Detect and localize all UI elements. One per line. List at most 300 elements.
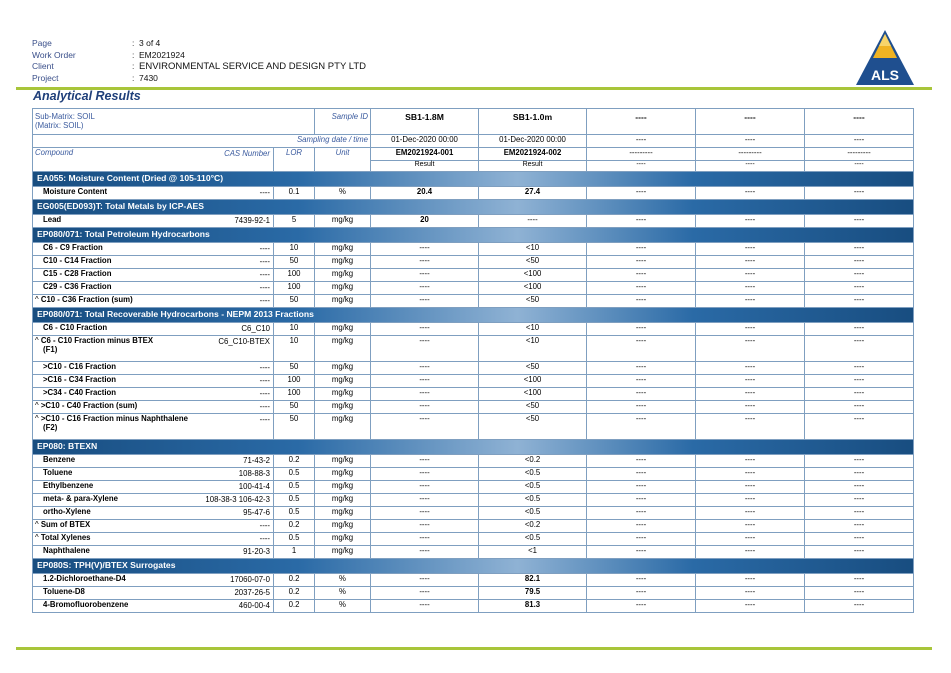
page-title: Analytical Results xyxy=(33,89,141,103)
footer-divider xyxy=(16,647,932,650)
unit-value: mg/kg xyxy=(315,414,371,440)
method-group-title: EP080/071: Total Petroleum Hydrocarbons xyxy=(33,228,914,243)
result-value: ---- xyxy=(587,295,696,308)
result-value: ---- xyxy=(696,388,805,401)
analyte-name: C10 - C14 Fraction xyxy=(43,256,112,265)
lor-value: 0.2 xyxy=(274,600,315,613)
unit-value: mg/kg xyxy=(315,323,371,336)
header-field-value: EM2021924 xyxy=(139,49,185,60)
analyte-row xyxy=(33,388,914,401)
result-value: ---- xyxy=(805,468,914,481)
sample-id: SB1-1.0m xyxy=(479,109,587,135)
result-value: ---- xyxy=(696,533,805,546)
method-group-header xyxy=(33,200,914,215)
result-value: ---- xyxy=(371,520,479,533)
lab-id: EM2021924-001 xyxy=(371,148,479,161)
unit-value: % xyxy=(315,587,371,600)
caret-marker: ^ xyxy=(35,401,41,410)
cas-number: ---- xyxy=(259,521,270,530)
analyte-name: Toluene xyxy=(43,468,73,477)
cas-number: ---- xyxy=(259,296,270,305)
cas-number: 95-47-6 xyxy=(243,508,270,517)
result-value: ---- xyxy=(371,455,479,468)
result-value: ---- xyxy=(805,243,914,256)
result-value: ---- xyxy=(805,520,914,533)
result-value: ---- xyxy=(587,520,696,533)
cas-number: C6_C10 xyxy=(241,324,270,333)
report-header xyxy=(32,38,366,84)
analyte-cell xyxy=(33,546,274,559)
lor-value: 0.5 xyxy=(274,468,315,481)
analyte-cell xyxy=(33,323,274,336)
result-value: ---- xyxy=(587,388,696,401)
result-value: ---- xyxy=(371,574,479,587)
result-value: ---- xyxy=(587,401,696,414)
result-value: ---- xyxy=(805,574,914,587)
sample-id: ---- xyxy=(696,109,805,135)
result-label: ---- xyxy=(805,161,914,172)
result-value: ---- xyxy=(371,507,479,520)
analyte-row xyxy=(33,587,914,600)
result-label: Result xyxy=(479,161,587,172)
result-value: ---- xyxy=(587,587,696,600)
result-value: <50 xyxy=(479,401,587,414)
result-value: ---- xyxy=(587,468,696,481)
cas-number: C6_C10-BTEX xyxy=(218,337,270,346)
analyte-name: 4-Bromofluorobenzene xyxy=(43,600,129,609)
result-value: ---- xyxy=(371,546,479,559)
cas-number: ---- xyxy=(259,257,270,266)
analyte-row xyxy=(33,336,914,362)
result-value: ---- xyxy=(587,546,696,559)
result-value: ---- xyxy=(696,507,805,520)
lor-value: 0.5 xyxy=(274,481,315,494)
lab-id: EM2021924-002 xyxy=(479,148,587,161)
analyte-name: Moisture Content xyxy=(43,187,108,196)
sample-id-row xyxy=(33,109,914,135)
analyte-name-wrap xyxy=(35,388,271,397)
unit-value: mg/kg xyxy=(315,362,371,375)
sub-matrix-label: Sub-Matrix: SOIL xyxy=(35,112,95,121)
lor-value: 50 xyxy=(274,295,315,308)
compound-header xyxy=(33,148,274,172)
analyte-cell xyxy=(33,282,274,295)
header-field-colon: : xyxy=(132,61,135,72)
result-value: ---- xyxy=(587,600,696,613)
analyte-row xyxy=(33,401,914,414)
cas-number: 100-41-4 xyxy=(238,482,270,491)
analyte-row xyxy=(33,243,914,256)
analyte-row xyxy=(33,187,914,200)
analyte-name-wrap xyxy=(35,533,271,542)
result-value: ---- xyxy=(587,282,696,295)
analyte-cell xyxy=(33,507,274,520)
result-value: ---- xyxy=(696,362,805,375)
analyte-name: C6 - C10 Fraction xyxy=(43,323,108,332)
method-group-title: EG005(ED093)T: Total Metals by ICP-AES xyxy=(33,200,914,215)
cas-number: 17060-07-0 xyxy=(230,575,270,584)
analyte-name-line2: (F1) xyxy=(43,345,58,354)
result-value: ---- xyxy=(696,587,805,600)
header-field-colon: : xyxy=(132,72,135,83)
result-value: ---- xyxy=(696,401,805,414)
als-logo-icon xyxy=(854,28,916,88)
lor-value: 0.2 xyxy=(274,587,315,600)
analyte-name-wrap xyxy=(35,362,271,371)
analyte-cell xyxy=(33,336,274,362)
lor-value: 5 xyxy=(274,215,315,228)
cas-number: ---- xyxy=(259,376,270,385)
analyte-name: 1.2-Dichloroethane-D4 xyxy=(43,574,126,583)
result-value: <50 xyxy=(479,414,587,440)
analyte-name-wrap xyxy=(35,323,271,332)
unit-value: mg/kg xyxy=(315,388,371,401)
result-value: ---- xyxy=(371,336,479,362)
result-value: ---- xyxy=(805,414,914,440)
analyte-row xyxy=(33,362,914,375)
lor-value: 0.2 xyxy=(274,520,315,533)
header-field xyxy=(32,73,366,85)
result-value: ---- xyxy=(371,600,479,613)
analyte-name: >C10 - C40 Fraction (sum) xyxy=(40,401,138,410)
result-value: ---- xyxy=(805,494,914,507)
result-value: ---- xyxy=(805,269,914,282)
unit-value: mg/kg xyxy=(315,533,371,546)
result-value: <50 xyxy=(479,256,587,269)
analyte-name-wrap xyxy=(35,468,271,477)
result-value: ---- xyxy=(696,494,805,507)
analyte-cell xyxy=(33,256,274,269)
result-value: ---- xyxy=(696,256,805,269)
result-value: <0.5 xyxy=(479,533,587,546)
analyte-name-wrap xyxy=(35,243,271,252)
analyte-name: >C10 - C16 Fraction xyxy=(43,362,117,371)
result-value: ---- xyxy=(805,388,914,401)
header-field xyxy=(32,50,366,62)
cas-number: 91-20-3 xyxy=(243,547,270,556)
header-field-label: Client xyxy=(32,61,54,72)
result-value: ---- xyxy=(587,187,696,200)
analyte-cell xyxy=(33,401,274,414)
result-value: ---- xyxy=(696,187,805,200)
analyte-row xyxy=(33,215,914,228)
cas-number: ---- xyxy=(259,389,270,398)
analyte-name: Toluene-D8 xyxy=(43,587,85,596)
result-value: <0.5 xyxy=(479,507,587,520)
lor-value: 0.5 xyxy=(274,507,315,520)
analyte-name-wrap xyxy=(35,282,271,291)
analyte-name: C6 - C10 Fraction minus BTEX xyxy=(40,336,154,345)
unit-value: mg/kg xyxy=(315,336,371,362)
result-value: <100 xyxy=(479,375,587,388)
result-value: ---- xyxy=(805,455,914,468)
result-value: ---- xyxy=(805,256,914,269)
lor-value: 0.5 xyxy=(274,533,315,546)
result-value: <10 xyxy=(479,336,587,362)
result-label: ---- xyxy=(696,161,805,172)
sample-id: ---- xyxy=(587,109,696,135)
analyte-cell xyxy=(33,481,274,494)
analyte-cell xyxy=(33,574,274,587)
header-field xyxy=(32,38,366,50)
result-value: ---- xyxy=(696,336,805,362)
analyte-row xyxy=(33,282,914,295)
analyte-row xyxy=(33,574,914,587)
header-divider xyxy=(16,87,932,90)
analyte-name: Total Xylenes xyxy=(40,533,91,542)
analyte-name: Benzene xyxy=(43,455,76,464)
analyte-name: C6 - C9 Fraction xyxy=(43,243,103,252)
analyte-name: meta- & para-Xylene xyxy=(43,494,118,503)
result-value: ---- xyxy=(587,256,696,269)
cas-number: 108-88-3 xyxy=(238,469,270,478)
method-group-header xyxy=(33,228,914,243)
unit-label: Unit xyxy=(315,148,371,172)
method-group-header xyxy=(33,172,914,187)
matrix-label: (Matrix: SOIL) xyxy=(35,121,84,130)
result-value: ---- xyxy=(696,269,805,282)
result-value: <0.2 xyxy=(479,455,587,468)
result-value: ---- xyxy=(696,481,805,494)
analyte-name: ortho-Xylene xyxy=(43,507,91,516)
analyte-row xyxy=(33,468,914,481)
analyte-cell xyxy=(33,187,274,200)
analyte-name-wrap xyxy=(35,507,271,516)
unit-value: mg/kg xyxy=(315,507,371,520)
lor-value: 10 xyxy=(274,336,315,362)
analyte-name-wrap xyxy=(35,295,271,304)
result-value: ---- xyxy=(696,375,805,388)
lor-label: LOR xyxy=(274,148,315,172)
result-value: <0.5 xyxy=(479,468,587,481)
analyte-name-wrap xyxy=(35,401,271,410)
lor-value: 50 xyxy=(274,414,315,440)
analyte-name-wrap xyxy=(35,269,271,278)
result-value: ---- xyxy=(587,269,696,282)
cas-number: 7439-92-1 xyxy=(234,216,270,225)
result-value: <0.5 xyxy=(479,494,587,507)
lor-value: 100 xyxy=(274,269,315,282)
lor-value: 0.2 xyxy=(274,574,315,587)
result-value: ---- xyxy=(805,600,914,613)
header-field-label: Project xyxy=(32,72,59,83)
result-value: ---- xyxy=(371,295,479,308)
result-value: ---- xyxy=(371,323,479,336)
result-value: ---- xyxy=(805,481,914,494)
analyte-cell xyxy=(33,269,274,282)
analyte-cell xyxy=(33,494,274,507)
analyte-row xyxy=(33,600,914,613)
sampling-date: ---- xyxy=(696,135,805,148)
lor-value: 100 xyxy=(274,282,315,295)
cas-number: ---- xyxy=(259,415,270,424)
column-header-row xyxy=(33,148,914,161)
result-value: ---- xyxy=(696,243,805,256)
result-value: ---- xyxy=(805,507,914,520)
analyte-cell xyxy=(33,295,274,308)
cas-number: 2037-26-5 xyxy=(234,588,270,597)
analyte-name-line2: (F2) xyxy=(43,423,58,432)
method-group-title: EP080S: TPH(V)/BTEX Surrogates xyxy=(33,559,914,574)
analyte-cell xyxy=(33,520,274,533)
unit-value: mg/kg xyxy=(315,295,371,308)
unit-value: mg/kg xyxy=(315,256,371,269)
analyte-row xyxy=(33,323,914,336)
analyte-cell xyxy=(33,533,274,546)
result-value: ---- xyxy=(805,533,914,546)
lab-id: --------- xyxy=(805,148,914,161)
analyte-row xyxy=(33,533,914,546)
result-value: ---- xyxy=(587,507,696,520)
result-value: ---- xyxy=(696,468,805,481)
cas-number: ---- xyxy=(259,244,270,253)
cas-number: 108-38-3 106-42-3 xyxy=(205,495,270,504)
result-value: ---- xyxy=(805,282,914,295)
result-value: ---- xyxy=(587,375,696,388)
result-value: ---- xyxy=(587,481,696,494)
sample-id: ---- xyxy=(805,109,914,135)
result-value: <0.5 xyxy=(479,481,587,494)
lor-value: 0.2 xyxy=(274,455,315,468)
result-value: ---- xyxy=(805,295,914,308)
cas-number-label: CAS Number xyxy=(224,149,270,158)
unit-value: mg/kg xyxy=(315,455,371,468)
result-value: ---- xyxy=(371,269,479,282)
result-value: ---- xyxy=(805,362,914,375)
unit-value: mg/kg xyxy=(315,215,371,228)
analyte-cell xyxy=(33,587,274,600)
cas-number: ---- xyxy=(259,188,270,197)
analyte-cell xyxy=(33,455,274,468)
method-group-header xyxy=(33,308,914,323)
unit-value: % xyxy=(315,574,371,587)
cas-number: ---- xyxy=(259,402,270,411)
result-value: ---- xyxy=(371,587,479,600)
result-value: ---- xyxy=(371,414,479,440)
analyte-name-wrap xyxy=(35,375,271,384)
cas-number: ---- xyxy=(259,534,270,543)
unit-value: mg/kg xyxy=(315,494,371,507)
analyte-name: Ethylbenzene xyxy=(43,481,94,490)
cas-number: ---- xyxy=(259,270,270,279)
analyte-name-wrap xyxy=(35,256,271,265)
result-value: ---- xyxy=(696,520,805,533)
unit-value: % xyxy=(315,187,371,200)
lor-value: 100 xyxy=(274,388,315,401)
result-value: ---- xyxy=(805,587,914,600)
result-value: ---- xyxy=(805,187,914,200)
result-value: ---- xyxy=(371,481,479,494)
method-group-title: EP080: BTEXN xyxy=(33,440,914,455)
header-field-value: 3 of 4 xyxy=(139,38,161,48)
analyte-row xyxy=(33,256,914,269)
analyte-row xyxy=(33,375,914,388)
result-value: ---- xyxy=(696,574,805,587)
result-value: ---- xyxy=(696,546,805,559)
header-field-colon: : xyxy=(132,38,135,48)
result-value: 20.4 xyxy=(371,187,479,200)
result-value: ---- xyxy=(371,468,479,481)
als-logo xyxy=(854,28,916,88)
result-label: ---- xyxy=(587,161,696,172)
lor-value: 100 xyxy=(274,375,315,388)
cas-number: 460-00-4 xyxy=(238,601,270,610)
sample-id-label: Sample ID xyxy=(315,109,371,135)
result-value: <50 xyxy=(479,295,587,308)
result-value: ---- xyxy=(805,336,914,362)
header-field xyxy=(32,61,366,73)
header-field-colon: : xyxy=(132,49,135,60)
result-value: ---- xyxy=(696,295,805,308)
compound-label: Compound xyxy=(35,148,74,157)
unit-value: % xyxy=(315,600,371,613)
result-value: ---- xyxy=(696,215,805,228)
result-value: <100 xyxy=(479,282,587,295)
matrix-cell xyxy=(33,109,315,135)
result-value: ---- xyxy=(805,546,914,559)
sampling-date-label: Sampling date / time xyxy=(33,135,371,148)
result-value: ---- xyxy=(371,243,479,256)
result-value: ---- xyxy=(696,455,805,468)
result-label: Result xyxy=(371,161,479,172)
result-value: ---- xyxy=(371,533,479,546)
analyte-name: Sum of BTEX xyxy=(40,520,91,529)
result-value: ---- xyxy=(371,256,479,269)
unit-value: mg/kg xyxy=(315,243,371,256)
lab-id: --------- xyxy=(696,148,805,161)
analyte-cell xyxy=(33,243,274,256)
cas-number: ---- xyxy=(259,363,270,372)
result-value: ---- xyxy=(479,215,587,228)
analyte-name: C15 - C28 Fraction xyxy=(43,269,112,278)
unit-value: mg/kg xyxy=(315,468,371,481)
result-value: ---- xyxy=(371,388,479,401)
result-value: ---- xyxy=(805,401,914,414)
analyte-name: >C34 - C40 Fraction xyxy=(43,388,117,397)
caret-marker: ^ xyxy=(35,414,41,423)
analyte-row xyxy=(33,546,914,559)
analyte-row xyxy=(33,507,914,520)
lor-value: 50 xyxy=(274,256,315,269)
result-value: ---- xyxy=(805,375,914,388)
unit-value: mg/kg xyxy=(315,269,371,282)
sampling-date: 01-Dec-2020 00:00 xyxy=(479,135,587,148)
lor-value: 0.1 xyxy=(274,187,315,200)
analyte-name-wrap xyxy=(35,187,271,196)
result-value: ---- xyxy=(587,455,696,468)
result-value: <10 xyxy=(479,243,587,256)
unit-value: mg/kg xyxy=(315,546,371,559)
logo-text: ALS xyxy=(871,67,899,83)
lor-value: 50 xyxy=(274,362,315,375)
lor-value: 10 xyxy=(274,243,315,256)
caret-marker: ^ xyxy=(35,533,41,542)
analyte-cell xyxy=(33,414,274,440)
result-value: ---- xyxy=(696,414,805,440)
analyte-cell xyxy=(33,362,274,375)
analyte-name: >C16 - C34 Fraction xyxy=(43,375,117,384)
result-value: <0.2 xyxy=(479,520,587,533)
lor-value: 1 xyxy=(274,546,315,559)
analyte-cell xyxy=(33,600,274,613)
cas-number: 71-43-2 xyxy=(243,456,270,465)
analyte-cell xyxy=(33,468,274,481)
result-value: ---- xyxy=(371,494,479,507)
result-value: 20 xyxy=(371,215,479,228)
analyte-row xyxy=(33,269,914,282)
result-value: <50 xyxy=(479,362,587,375)
analyte-cell xyxy=(33,215,274,228)
